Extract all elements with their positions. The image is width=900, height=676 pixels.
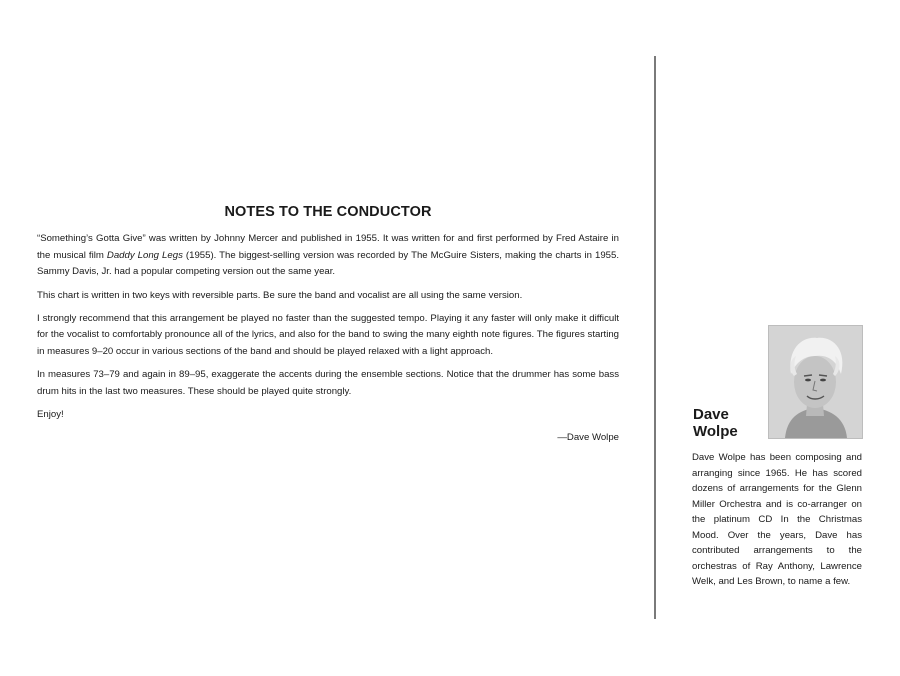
history-text-a: “Something’s Gotta Give” was written by Johnny Mercer and published in 1955. It was written for and first performed by Fred Astaire in the musical film <box>37 233 619 261</box>
bio-text: Dave Wolpe has been composing and arranging since 1965. He has scored dozens of arrangements for the Glenn Miller Orchestra and is co-arranger on the platinum CD In the Christmas Mood. Over the years, Dave has contributed arrangements to the orchestras of Ray Anthony, Lawrence Welk, and Les Brown, to name a few. <box>692 452 862 587</box>
bio-first-name: Dave <box>693 406 729 423</box>
notes-paragraph-history <box>37 231 619 280</box>
bio-last-name: Wolpe <box>693 423 738 440</box>
bio-name <box>693 406 738 440</box>
film-title: Daddy Long Legs <box>106 249 183 261</box>
notes-signature: —Dave Wolpe <box>557 432 619 444</box>
column-divider <box>654 56 656 619</box>
conductor-notes <box>37 204 619 447</box>
portrait-image <box>769 326 862 438</box>
notes-title: NOTES TO THE CONDUCTOR <box>224 204 432 220</box>
history-text-b: (1955). The biggest-selling version was recorded by The McGuire Sisters, making the charts in 1955. Sammy Davis, Jr. had a popular competing version out the same year. <box>37 249 619 278</box>
notes-paragraph-tempo: I strongly recommend that this arrangement be played no faster than the suggested tempo. Playing it any faster will only make it difficult for the vocalist to comfortably pronounce all of the lyrics, and also for the band to swing the many eighth note figures. The figures starting in measures 9–20 occur in various sections of the band and should be played relaxed with a light approach. <box>37 313 619 357</box>
notes-paragraph-accents: In measures 73–79 and again in 89–95, exaggerate the accents during the ensemble sections. Notice that the drummer has some bass drum hits in the last two measures. These should be played quite strongly. <box>37 369 619 397</box>
notes-paragraph-keys: This chart is written in two keys with reversible parts. Be sure the band and vocalist are all using the same version. <box>37 289 523 301</box>
notes-paragraph-closing: Enjoy! <box>37 409 64 421</box>
author-photo <box>768 325 863 439</box>
